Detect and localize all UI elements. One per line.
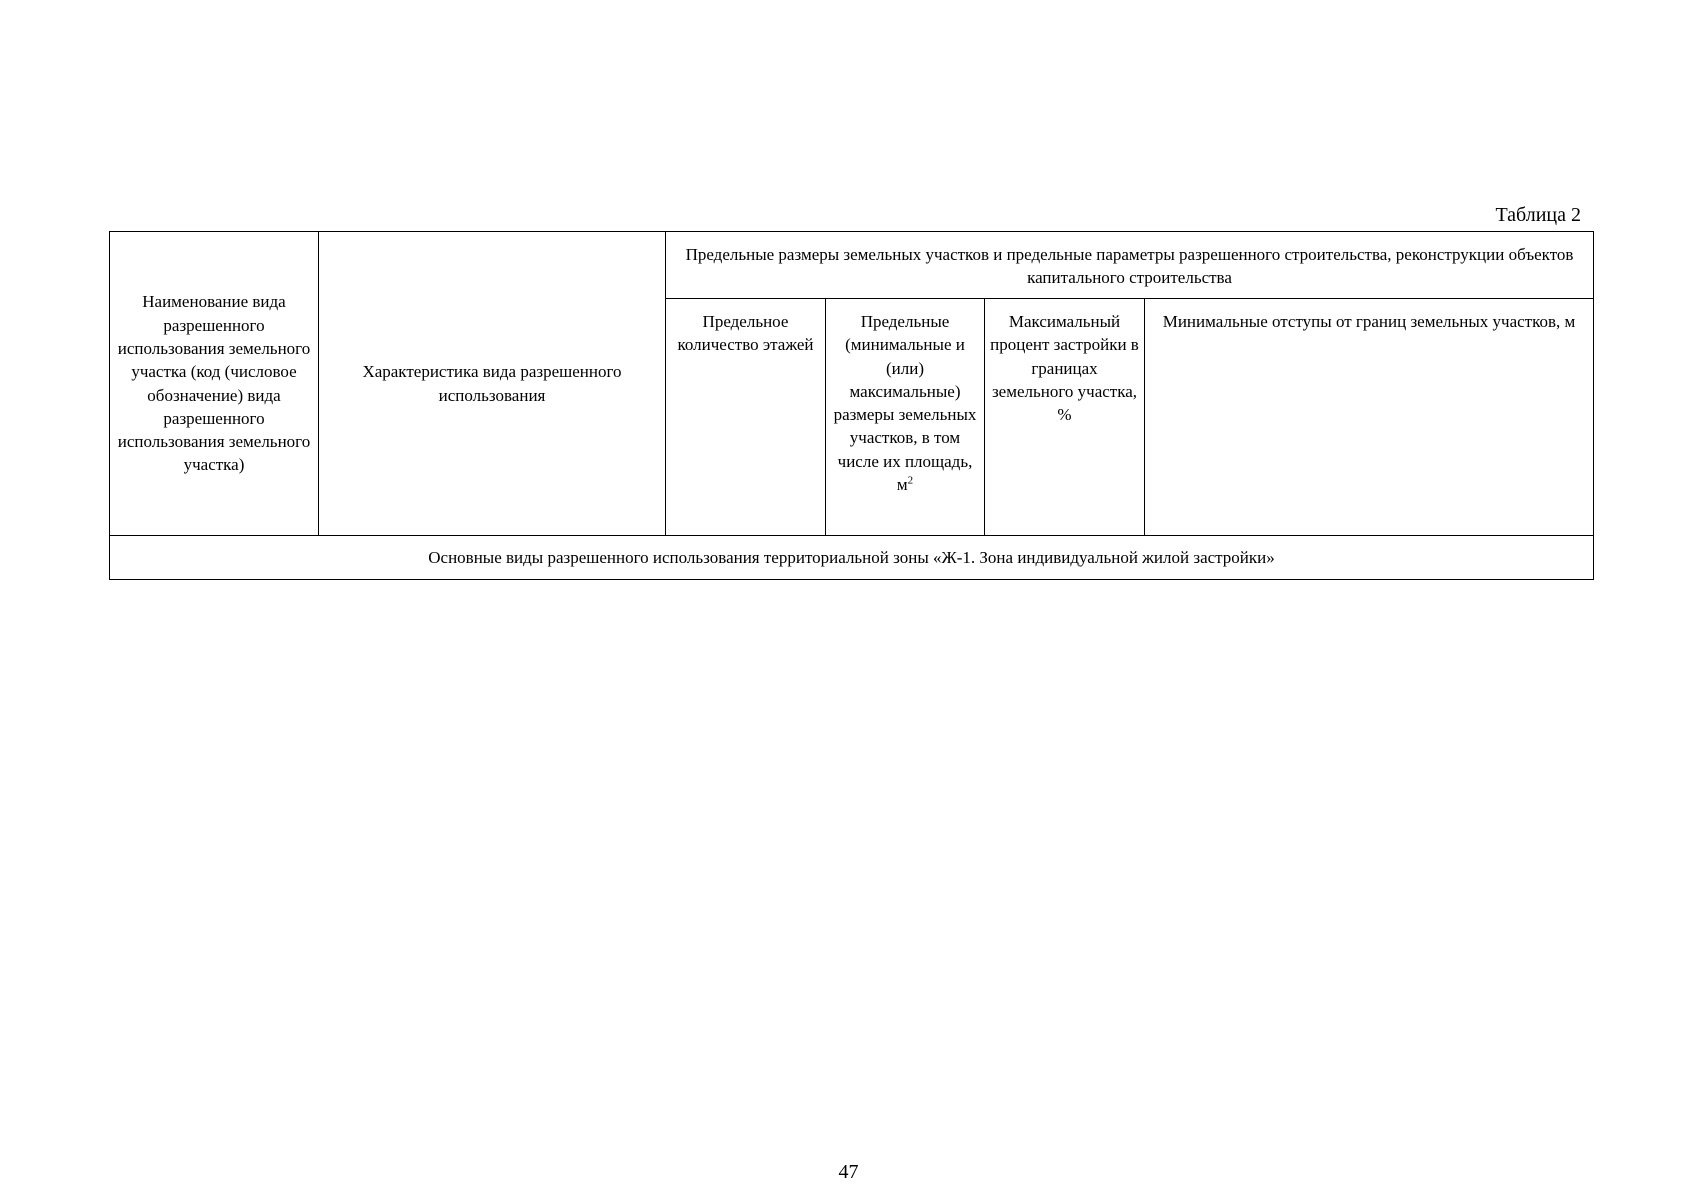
header-plot-sizes-text: Предельные (минимальные и (или) максимальные) размеры земельных участков, в том числе их площадь, м — [833, 312, 977, 495]
table-header-row-1 — [110, 232, 1594, 299]
header-land-use-name — [110, 232, 319, 536]
header-land-use-characteristic-text: Характеристика вида разрешенного использования — [362, 362, 622, 405]
header-plot-sizes — [826, 299, 985, 536]
header-land-use-name-text: Наименование вида разрешенного использования земельного участка (код (числовое обозначение) вида разрешенного использования земельного участка) — [117, 292, 311, 475]
header-min-setbacks-text: Минимальные отступы от границ земельных участков, м — [1162, 312, 1576, 331]
header-limit-parameters-group-text: Предельные размеры земельных участков и предельные параметры разрешенного строительства, реконструкции объектов капитального строительства — [685, 245, 1574, 288]
header-max-floors-text: Предельное количество этажей — [677, 312, 814, 355]
header-max-coverage-text: Максимальный процент застройки в границах земельного участка, % — [990, 312, 1139, 425]
zoning-parameters-table — [109, 231, 1594, 580]
header-max-floors — [666, 299, 826, 536]
table-row-zone — [110, 536, 1594, 580]
zone-row-text: Основные виды разрешенного использования территориальной зоны «Ж-1. Зона индивидуальной жилой застройки» — [428, 547, 1275, 567]
page-number: 47 — [838, 1161, 859, 1183]
header-min-setbacks — [1145, 299, 1594, 536]
zone-row-cell — [110, 536, 1594, 580]
table-caption: Таблица 2 — [1495, 204, 1581, 226]
header-max-coverage — [985, 299, 1145, 536]
superscript-squared: 2 — [907, 474, 914, 487]
header-limit-parameters-group — [666, 232, 1594, 299]
header-land-use-characteristic — [319, 232, 666, 536]
